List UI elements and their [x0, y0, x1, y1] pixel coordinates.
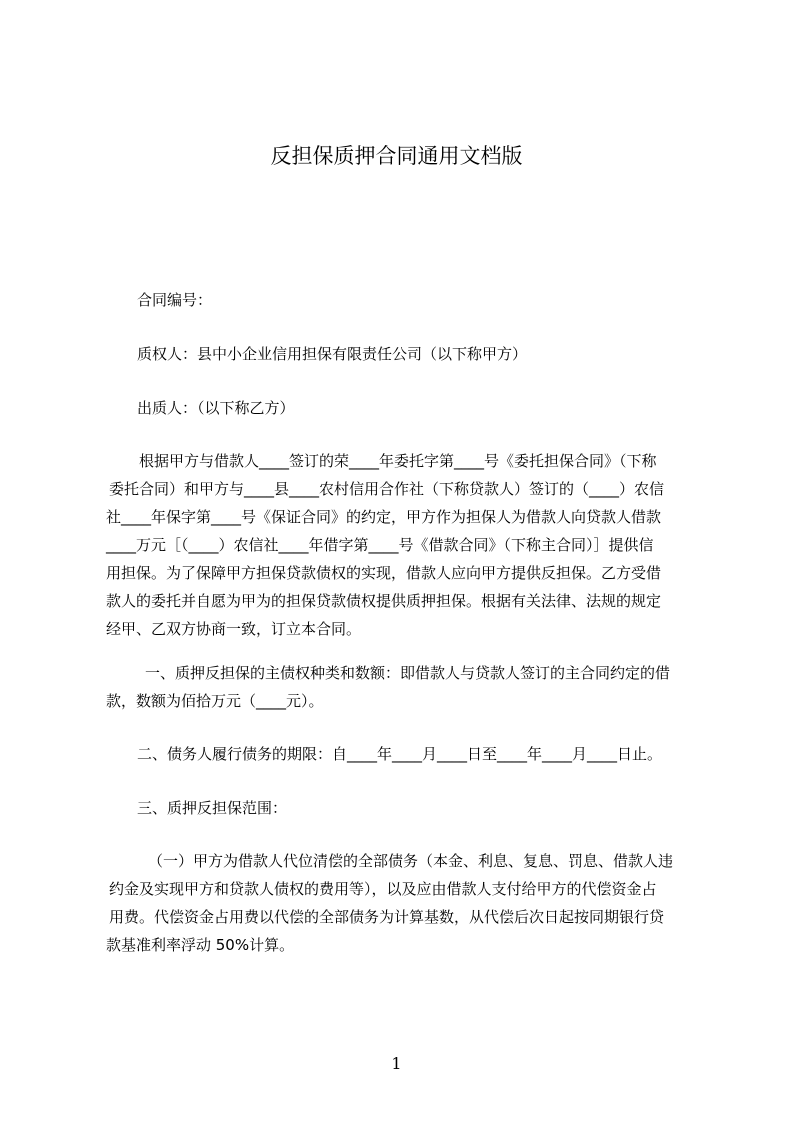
- clause-2: 二、债务人履行债务的期限：自____年____月____日至____年____月____日止。: [137, 745, 663, 763]
- paragraph-line: 经甲、乙双方协商一致，订立本合同。: [106, 620, 362, 638]
- clause-3: 三、质押反担保范围：: [137, 799, 288, 817]
- clause-1: [106, 659, 698, 715]
- paragraph-line: ____万元［（____）农信社____年借字第____号《借款合同》（下称主合同）］提供信: [106, 536, 654, 554]
- paragraph-line: 用担保。为了保障甲方担保贷款债权的实现，借款人应向甲方提供反担保。乙方受借: [106, 564, 662, 582]
- page-number: 1: [391, 1054, 402, 1073]
- paragraph-line: 款基准利率浮动 50%计算。: [106, 936, 295, 954]
- clause-3-1: [106, 847, 698, 959]
- pledgor-line: 出质人：（以下称乙方）: [137, 399, 295, 417]
- paragraph-line: 款，数额为佰拾万元（____元）。: [106, 692, 324, 710]
- paragraph-line: 约金及实现甲方和贷款人债权的费用等），以及应由借款人支付给甲方的代偿资金占: [109, 880, 657, 898]
- preamble-paragraph: [106, 447, 698, 643]
- pledgee-line: 质权人：县中小企业信用担保有限责任公司（以下称甲方）: [137, 345, 528, 363]
- paragraph-line: 根据甲方与借款人____签订的荣____年委托字第____号《委托担保合同》（下称: [139, 452, 657, 470]
- paragraph-line: 委托合同）和甲方与____县____农村信用合作社（下称贷款人）签订的（____）农信: [109, 480, 665, 498]
- document-title: 反担保质押合同通用文档版: [270, 144, 523, 168]
- contract-number-label: 合同编号：: [137, 291, 213, 309]
- paragraph-line: 用费。代偿资金占用费以代偿的全部债务为计算基数，从代偿后次日起按同期银行贷: [109, 908, 665, 926]
- paragraph-line: （一）甲方为借款人代位清偿的全部债务（本金、利息、复息、罚息、借款人违: [148, 852, 674, 870]
- paragraph-line: 社____年保字第____号《保证合同》的约定，甲方作为担保人为借款人向贷款人借款: [106, 508, 662, 526]
- paragraph-line: 款人的委托并自愿为甲为的担保贷款债权提供质押担保。根据有关法律、法规的规定: [106, 592, 662, 610]
- paragraph-line: 一、质押反担保的主债权种类和数额：即借款人与贷款人签订的主合同约定的借: [145, 664, 671, 682]
